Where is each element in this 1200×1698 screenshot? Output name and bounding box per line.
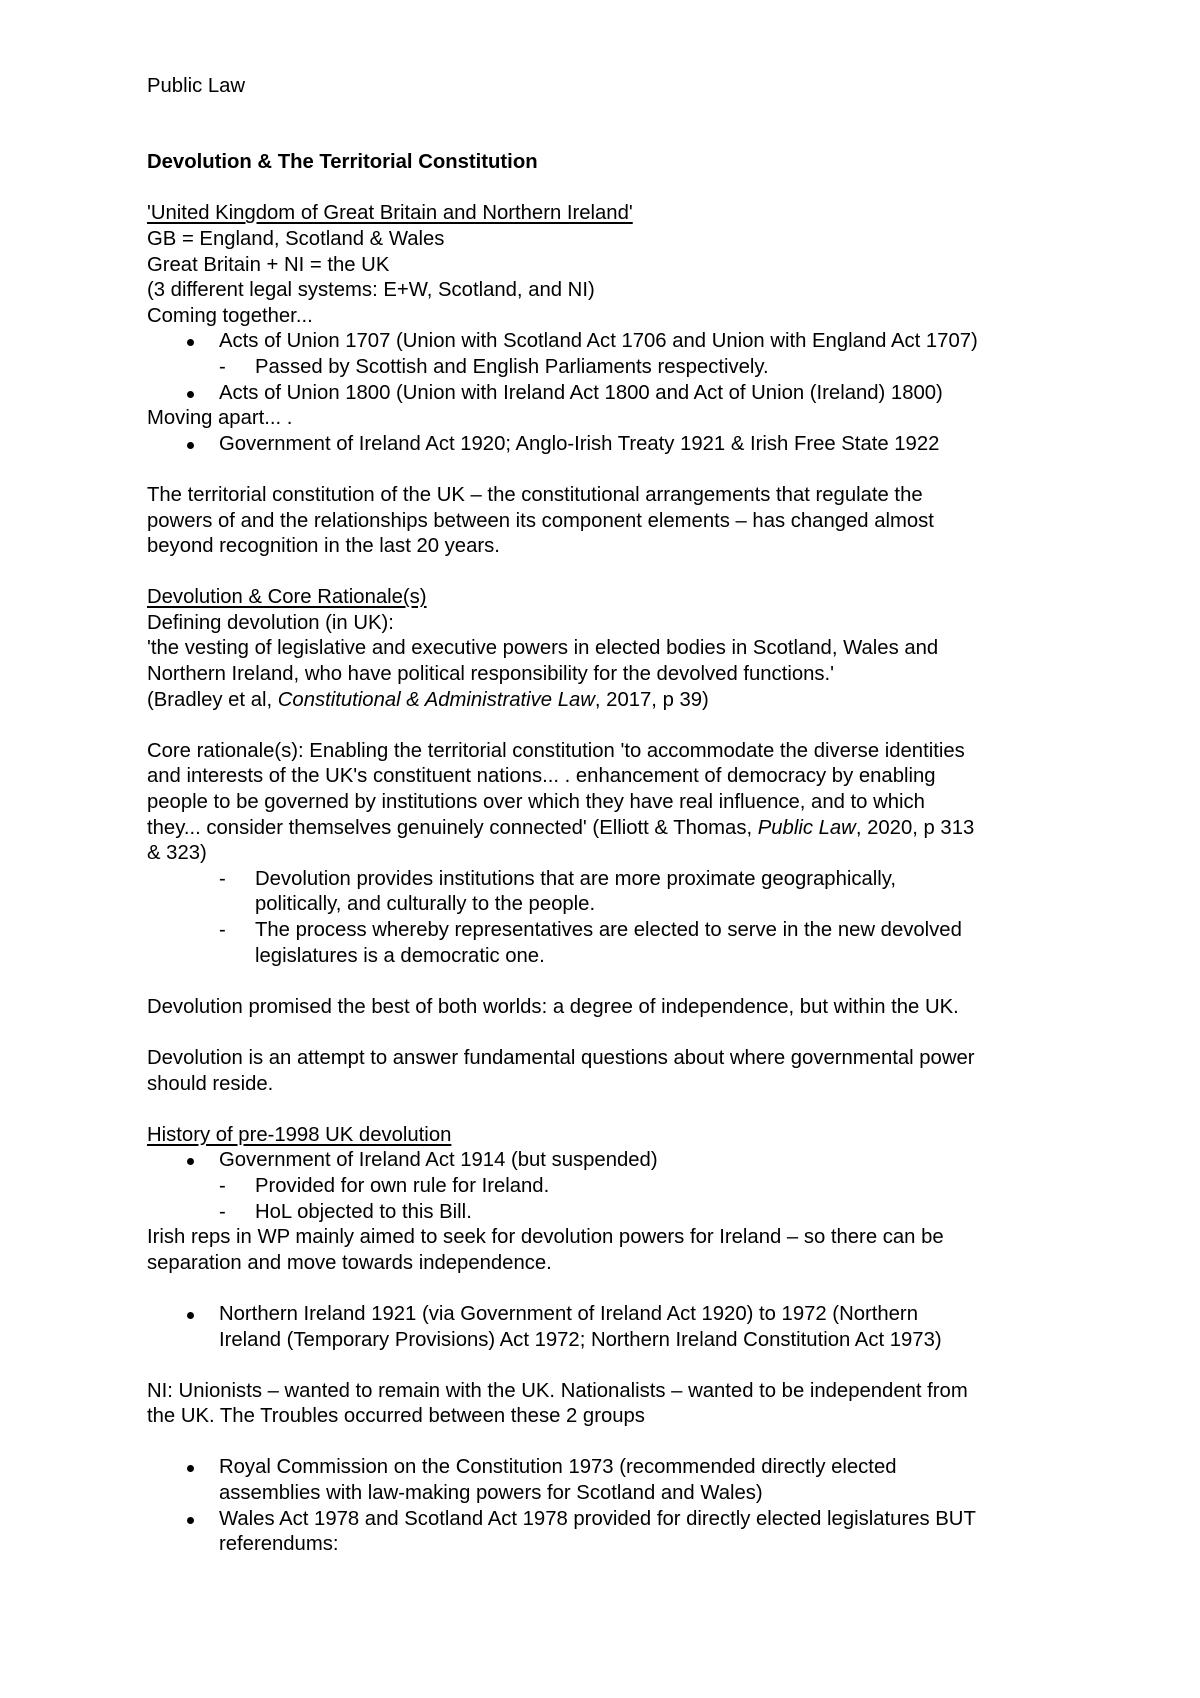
course-header: Public Law	[147, 75, 246, 97]
bullet-item: Wales Act 1978 and Scotland Act 1978 provided for directly elected legislatures BUT	[147, 1507, 1077, 1533]
page-title: Devolution & The Territorial Constitution	[147, 151, 538, 174]
paragraph-line: Devolution is an attempt to answer fundamental questions about where governmental power	[147, 1046, 975, 1069]
dash-item: - The process whereby representatives are elected to serve in the new devolved	[147, 918, 1077, 944]
uk-heading: 'United Kingdom of Great Britain and Northern Ireland'	[147, 202, 633, 225]
bullet-item-cont: referendums:	[219, 1533, 339, 1556]
promise-paragraph: Devolution promised the best of both worlds: a degree of independence, but within the UK.	[147, 995, 959, 1018]
quote-line: 'the vesting of legislative and executive powers in elected bodies in Scotland, Wales and	[147, 637, 939, 660]
uk-line: (3 different legal systems: E+W, Scotland, and NI)	[147, 279, 595, 302]
rationale-line: and interests of the UK's constituent nations... . enhancement of democracy by enabling	[147, 765, 936, 788]
citation-title: Public Law	[757, 816, 856, 839]
bullet-item: Royal Commission on the Constitution 1973 (recommended directly elected	[147, 1455, 1077, 1481]
paragraph-line: powers of and the relationships between its component elements – has changed almost	[147, 509, 934, 532]
bullet-item: Acts of Union 1707 (Union with Scotland Act 1706 and Union with England Act 1707)	[147, 329, 1077, 355]
rationale-line: Core rationale(s): Enabling the territorial constitution 'to accommodate the diverse identities	[147, 739, 965, 762]
devolution-heading: Devolution & Core Rationale(s)	[147, 586, 427, 609]
paragraph-line: the UK. The Troubles occurred between these 2 groups	[147, 1405, 645, 1428]
citation-line: (Bradley et al, Constitutional & Administrative Law, 2017, p 39)	[147, 688, 709, 711]
paragraph-line: separation and move towards independence.	[147, 1251, 552, 1274]
paragraph-line: The territorial constitution of the UK – the constitutional arrangements that regulate the	[147, 483, 923, 506]
rationale-line: people to be governed by institutions over which they have real influence, and to which	[147, 791, 925, 814]
history-heading: History of pre-1998 UK devolution	[147, 1123, 452, 1146]
bullet-item: Government of Ireland Act 1920; Anglo-Irish Treaty 1921 & Irish Free State 1922	[147, 432, 1077, 458]
paragraph-line: should reside.	[147, 1072, 274, 1095]
bullet-item: Government of Ireland Act 1914 (but suspended)	[147, 1148, 1077, 1174]
moving-apart-line: Moving apart... .	[147, 407, 293, 430]
dash-item-cont: politically, and culturally to the people.	[255, 893, 596, 916]
paragraph-line: beyond recognition in the last 20 years.	[147, 535, 500, 558]
dash-item: - Devolution provides institutions that are more proximate geographically,	[147, 867, 1077, 893]
bullet-item: Acts of Union 1800 (Union with Ireland Act 1800 and Act of Union (Ireland) 1800)	[147, 381, 1077, 407]
dash-item-cont: legislatures is a democratic one.	[255, 944, 545, 967]
rationale-line: they... consider themselves genuinely connected' (Elliott & Thomas, Public Law, 2020, p 313	[147, 816, 975, 839]
quote-line: Northern Ireland, who have political responsibility for the devolved functions.'	[147, 663, 835, 686]
document-body	[147, 74, 1077, 1558]
paragraph-line: NI: Unionists – wanted to remain with the UK. Nationalists – wanted to be independent from	[147, 1379, 968, 1402]
bullet-item-cont: assemblies with law-making powers for Scotland and Wales)	[219, 1482, 763, 1505]
citation-title: Constitutional & Administrative Law	[277, 688, 595, 711]
uk-line: GB = England, Scotland & Wales	[147, 227, 445, 250]
bullet-item: Northern Ireland 1921 (via Government of Ireland Act 1920) to 1972 (Northern	[147, 1302, 1077, 1328]
dash-item: - Provided for own rule for Ireland.	[147, 1174, 1077, 1200]
bullet-item-cont: Ireland (Temporary Provisions) Act 1972; Northern Ireland Constitution Act 1973)	[219, 1328, 942, 1351]
dash-item: - Passed by Scottish and English Parliaments respectively.	[147, 355, 1077, 381]
rationale-line: & 323)	[147, 842, 207, 865]
dash-item: - HoL objected to this Bill.	[147, 1200, 1077, 1226]
paragraph-line: Irish reps in WP mainly aimed to seek for devolution powers for Ireland – so there can be	[147, 1226, 944, 1249]
uk-line: Great Britain + NI = the UK	[147, 253, 390, 276]
defining-line: Defining devolution (in UK):	[147, 611, 394, 634]
uk-line: Coming together...	[147, 304, 313, 327]
